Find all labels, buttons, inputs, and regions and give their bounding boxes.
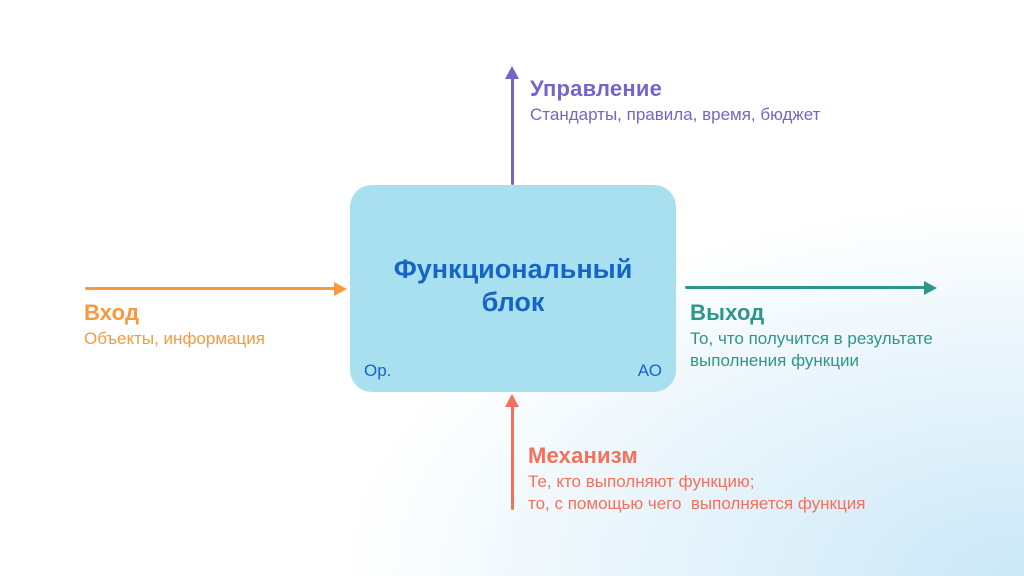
functional-block: [350, 185, 676, 392]
functional-block-corner-left: Ор.: [364, 361, 392, 380]
input-arrowhead-icon: [334, 282, 347, 296]
mechanism-description-line2: то, с помощью чего выполняется функция: [528, 494, 866, 513]
output-description-line2: выполнения функции: [690, 351, 859, 370]
output-arrowhead-icon: [924, 281, 937, 295]
input-description: Объекты, информация: [84, 329, 265, 348]
output-description-line1: То, что получится в результате: [690, 329, 933, 348]
functional-block-title: Функциональный блок: [393, 253, 633, 317]
mechanism-label: Механизм: [528, 443, 638, 468]
control-description: Стандарты, правила, время, бюджет: [530, 105, 821, 124]
control-arrow: [511, 78, 514, 185]
mechanism-arrow: [511, 406, 514, 510]
output-label: Выход: [690, 300, 765, 325]
output-arrow: [685, 286, 925, 289]
control-label: Управление: [530, 76, 663, 101]
input-arrow: [85, 287, 335, 290]
mechanism-description-line1: Те, кто выполняют функцию;: [528, 472, 755, 491]
input-label: Вход: [84, 300, 140, 325]
functional-block-corner-right: АО: [637, 361, 662, 380]
